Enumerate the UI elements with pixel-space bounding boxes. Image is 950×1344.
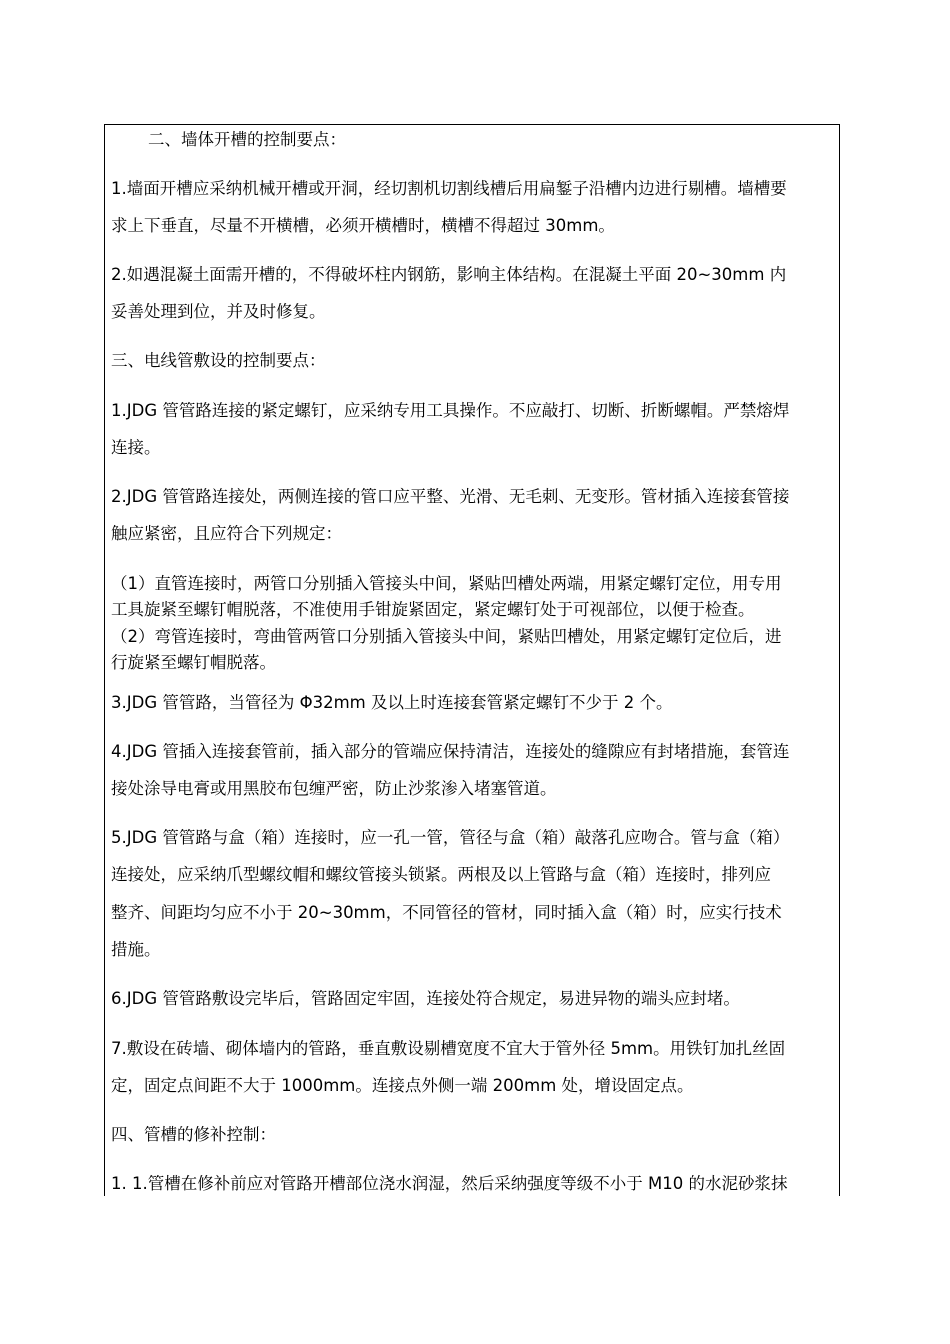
section3-item1-line1: 1.JDG 管管路连接的紧定螺钉，应采纳专用工具操作。不应敲打、切断、折断螺帽。严禁熔焊 [111,401,790,420]
section3-item7-line2: 定，固定点间距不大于 1000mm。连接点外侧一端 200mm 处，增设固定点。 [111,1076,694,1095]
section2-heading: 二、墙体开槽的控制要点： [148,130,346,149]
section3-item5-line3: 整齐、间距均匀应不小于 20~30mm，不同管径的管材，同时插入盒（箱）时，应实行技术 [111,903,782,922]
section3-item6-line1: 6.JDG 管管路敷设完毕后，管路固定牢固，连接处符合规定，易进异物的端头应封堵。 [111,989,740,1008]
section3-item4-line2: 接处涂导电膏或用黑胶布包缠严密，防止沙浆渗入堵塞管道。 [111,779,557,798]
section2-item2-line1: 2.如遇混凝土面需开槽的，不得破坏柱内钢筋，影响主体结构。在混凝土平面 20~30mm 内 [111,265,787,284]
section3-item5-line1: 5.JDG 管管路与盒（箱）连接时，应一孔一管，管径与盒（箱）敲落孔应吻合。管与盒（箱） [111,828,790,847]
section3-item3-line1: 3.JDG 管管路，当管径为 Φ32mm 及以上时连接套管紧定螺钉不少于 2 个。 [111,693,673,712]
section3-item1-line2: 连接。 [111,438,161,457]
section3-item2-line2: 触应紧密，且应符合下列规定： [111,524,342,543]
section3-sub-line2: 工具旋紧至螺钉帽脱落，不准使用手钳旋紧固定，紧定螺钉处于可视部位，以便于检查。 [111,600,755,619]
section2-item1-line1: 1.墙面开槽应采纳机械开槽或开洞，经切割机切割线槽后用扁錾子沿槽内边进行剔槽。墙槽要 [111,179,787,198]
section3-item7-line1: 7.敷设在砖墙、砌体墙内的管路，垂直敷设剔槽宽度不宜大于管外径 5mm。用铁钉加扎丝固 [111,1039,786,1058]
section4-heading: 四、管槽的修补控制： [111,1125,276,1144]
section3-item2-line1: 2.JDG 管管路连接处，两侧连接的管口应平整、光滑、无毛刺、无变形。管材插入连接套管接 [111,487,790,506]
section3-heading: 三、电线管敷设的控制要点： [111,351,326,370]
section2-item2-line2: 妥善处理到位，并及时修复。 [111,302,326,321]
section3-item5-line4: 措施。 [111,940,161,959]
section4-item1-line1: 1. 1.管槽在修补前应对管路开槽部位浇水润湿，然后采纳强度等级不小于 M10 的水泥砂浆抹 [111,1174,788,1193]
section3-sub-line4: 行旋紧至螺钉帽脱落。 [111,653,276,672]
section3-sub-line1: （1）直管连接时，两管口分别插入管接头中间，紧贴凹槽处两端，用紧定螺钉定位，用专用 [111,574,782,593]
section2-item1-line2: 求上下垂直，尽量不开横槽，必须开横槽时，横槽不得超过 30mm。 [111,216,615,235]
section3-sub-line3: （2）弯管连接时，弯曲管两管口分别插入管接头中间，紧贴凹槽处，用紧定螺钉定位后，进 [111,627,782,646]
section3-item4-line1: 4.JDG 管插入连接套管前，插入部分的管端应保持清洁，连接处的缝隙应有封堵措施，套管连 [111,742,790,761]
section3-item5-line2: 连接处，应采纳爪型螺纹帽和螺纹管接头锁紧。两根及以上管路与盒（箱）连接时，排列应 [111,865,771,884]
